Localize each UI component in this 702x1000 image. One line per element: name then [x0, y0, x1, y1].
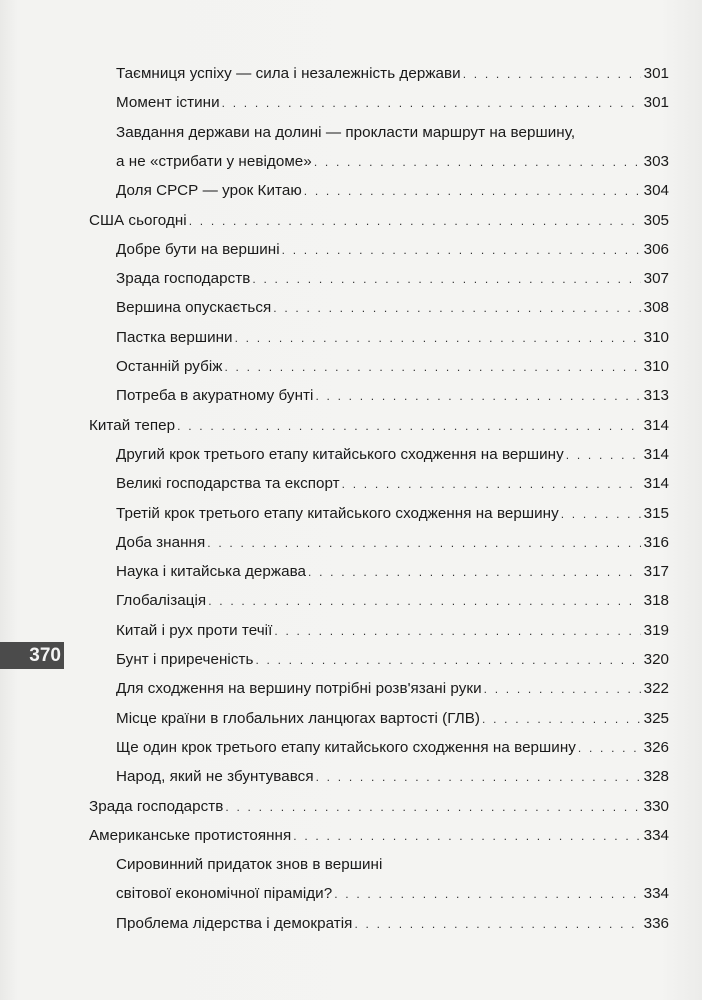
dot-leader — [314, 150, 641, 174]
dot-leader — [304, 179, 641, 203]
dot-leader — [208, 589, 641, 613]
toc-entry-page-number: 314 — [643, 475, 669, 493]
toc-entry-page-number: 314 — [643, 416, 669, 434]
toc-subsection-entry — [116, 619, 669, 643]
dot-leader — [235, 326, 641, 350]
toc-subsection-entry — [116, 355, 669, 379]
toc-entry-title: Доля СРСР — урок Китаю — [116, 182, 302, 200]
toc-section-entry — [89, 209, 669, 233]
toc-subsection-entry — [116, 121, 669, 145]
dot-leader — [225, 795, 641, 819]
toc-entry-title: Вершина опускається — [116, 299, 272, 317]
dot-leader — [222, 91, 641, 115]
dot-leader — [484, 677, 641, 701]
toc-entry-title: Момент істини — [116, 94, 220, 112]
toc-entry-title: Глобалізація — [116, 592, 207, 610]
dot-leader — [177, 414, 641, 438]
dot-leader — [207, 531, 641, 555]
toc-entry-title: світової економічної піраміди? — [116, 885, 333, 903]
toc-entry-page-number: 330 — [643, 797, 669, 815]
toc-subsection-entry — [116, 765, 669, 789]
toc-subsection-entry — [116, 736, 669, 760]
toc-subsection-entry — [116, 267, 669, 291]
dot-leader — [561, 502, 641, 526]
toc-subsection-entry — [116, 882, 669, 906]
toc-entry-title: Американське протистояння — [89, 826, 292, 844]
toc-entry-page-number: 318 — [643, 592, 669, 610]
toc-subsection-entry — [116, 296, 669, 320]
toc-entry-page-number: 306 — [643, 240, 669, 258]
toc-section-entry — [89, 414, 669, 438]
toc-entry-title: Народ, який не збунтувався — [116, 768, 314, 786]
toc-entry-page-number: 334 — [643, 826, 669, 844]
dot-leader — [482, 707, 641, 731]
dot-leader — [334, 882, 641, 906]
toc-entry-title: Проблема лідерства і демократія — [116, 914, 353, 932]
toc-subsection-entry — [116, 531, 669, 555]
toc-entry-title: Сировинний придаток знов в вершині — [116, 856, 383, 874]
toc-entry-page-number: 326 — [643, 738, 669, 756]
toc-entry-title: Для сходження на вершину потрібні розв'язані руки — [116, 680, 482, 698]
toc-entry-page-number: 315 — [643, 504, 669, 522]
toc-entry-page-number: 314 — [643, 445, 669, 463]
toc-subsection-entry — [116, 707, 669, 731]
toc-entry-title: Третій крок третього етапу китайського сходження на вершину — [116, 504, 559, 522]
toc-section-entry — [89, 824, 669, 848]
toc-entry-title: Місце країни в глобальних ланцюгах вартості (ГЛВ) — [116, 709, 481, 727]
dot-leader — [274, 619, 641, 643]
toc-entry-page-number: 325 — [643, 709, 669, 727]
toc-section-entry — [89, 795, 669, 819]
toc-entry-page-number: 301 — [643, 94, 669, 112]
toc-entry-page-number: 304 — [643, 182, 669, 200]
toc-entry-title: Останній рубіж — [116, 358, 223, 375]
toc-subsection-entry — [116, 589, 669, 613]
toc-entry-title: Доба знання — [116, 533, 206, 551]
page-number: 370 — [29, 645, 61, 666]
dot-leader — [252, 267, 641, 291]
toc-entry-title: Бунт і приреченість — [116, 651, 254, 668]
toc-entry-title: а не «стрибати у невідоме» — [116, 152, 312, 170]
toc-entry-page-number: 305 — [643, 211, 669, 229]
toc-entry-title: Ще один крок третього етапу китайського сходження на вершину — [116, 738, 576, 756]
toc-subsection-entry — [116, 560, 669, 584]
toc-entry-title: Китай тепер — [89, 416, 176, 434]
toc-subsection-entry — [116, 502, 669, 526]
toc-entry-page-number: 334 — [643, 885, 669, 903]
dot-leader — [224, 355, 641, 379]
toc-subsection-entry — [116, 677, 669, 701]
toc-entry-title: Зрада господарств — [116, 270, 251, 288]
dot-leader — [255, 648, 641, 672]
toc-entry-title: Зрада господарств — [89, 797, 224, 815]
toc-subsection-entry — [116, 472, 669, 496]
dot-leader — [308, 560, 641, 584]
toc-entry-title: Китай і рух проти течії — [116, 621, 273, 639]
toc-entry-title: Добре бути на вершині — [116, 240, 280, 258]
toc-subsection-entry — [116, 238, 669, 262]
toc-entry-title: Великі господарства та експорт — [116, 475, 340, 493]
toc-entry-page-number: 303 — [643, 152, 669, 170]
toc-subsection-entry — [116, 384, 669, 408]
toc-entry-title: Пастка вершини — [116, 328, 233, 346]
dot-leader — [293, 824, 641, 848]
dot-leader — [354, 912, 641, 936]
dot-leader — [315, 384, 641, 408]
toc-subsection-entry — [116, 648, 669, 672]
toc-entry-page-number: 301 — [643, 65, 669, 82]
dot-leader — [189, 209, 641, 233]
dot-leader — [578, 736, 641, 760]
toc-entry-title: Наука і китайська держава — [116, 563, 307, 581]
toc-entry-page-number: 336 — [643, 914, 669, 932]
dot-leader — [282, 238, 641, 262]
toc-subsection-entry — [116, 179, 669, 203]
toc-entry-page-number: 313 — [643, 387, 669, 405]
dot-leader — [273, 296, 641, 320]
dot-leader — [463, 62, 641, 86]
toc-subsection-entry — [116, 91, 669, 115]
toc-subsection-entry — [116, 443, 669, 467]
toc-entry-title: Таємниця успіху — сила і незалежність держави — [116, 65, 461, 82]
toc-entry-page-number: 310 — [643, 358, 669, 375]
toc-subsection-entry — [116, 326, 669, 350]
toc-entry-title: США сьогодні — [89, 211, 187, 229]
dot-leader — [316, 765, 641, 789]
toc-subsection-entry — [116, 853, 669, 877]
page-number-tab — [0, 642, 64, 669]
toc-subsection-entry — [116, 62, 669, 86]
toc-entry-page-number: 316 — [643, 533, 669, 551]
toc-entry-page-number: 308 — [643, 299, 669, 317]
toc-entry-title: Другий крок третього етапу китайського сходження на вершину — [116, 445, 564, 463]
toc-entry-page-number: 320 — [643, 651, 669, 668]
toc-entry-title: Потреба в акуратному бунті — [116, 387, 314, 405]
toc-subsection-entry — [116, 912, 669, 936]
toc-entry-title: Завдання держави на долині — прокласти маршрут на вершину, — [116, 123, 576, 141]
toc-entry-page-number: 319 — [643, 621, 669, 639]
toc-subsection-entry — [116, 150, 669, 174]
dot-leader — [342, 472, 641, 496]
toc-entry-page-number: 322 — [643, 680, 669, 698]
dot-leader — [566, 443, 641, 467]
toc-entry-page-number: 307 — [643, 270, 669, 288]
toc-entry-page-number: 310 — [643, 328, 669, 346]
toc-entry-page-number: 317 — [643, 563, 669, 581]
toc-entry-page-number: 328 — [643, 768, 669, 786]
